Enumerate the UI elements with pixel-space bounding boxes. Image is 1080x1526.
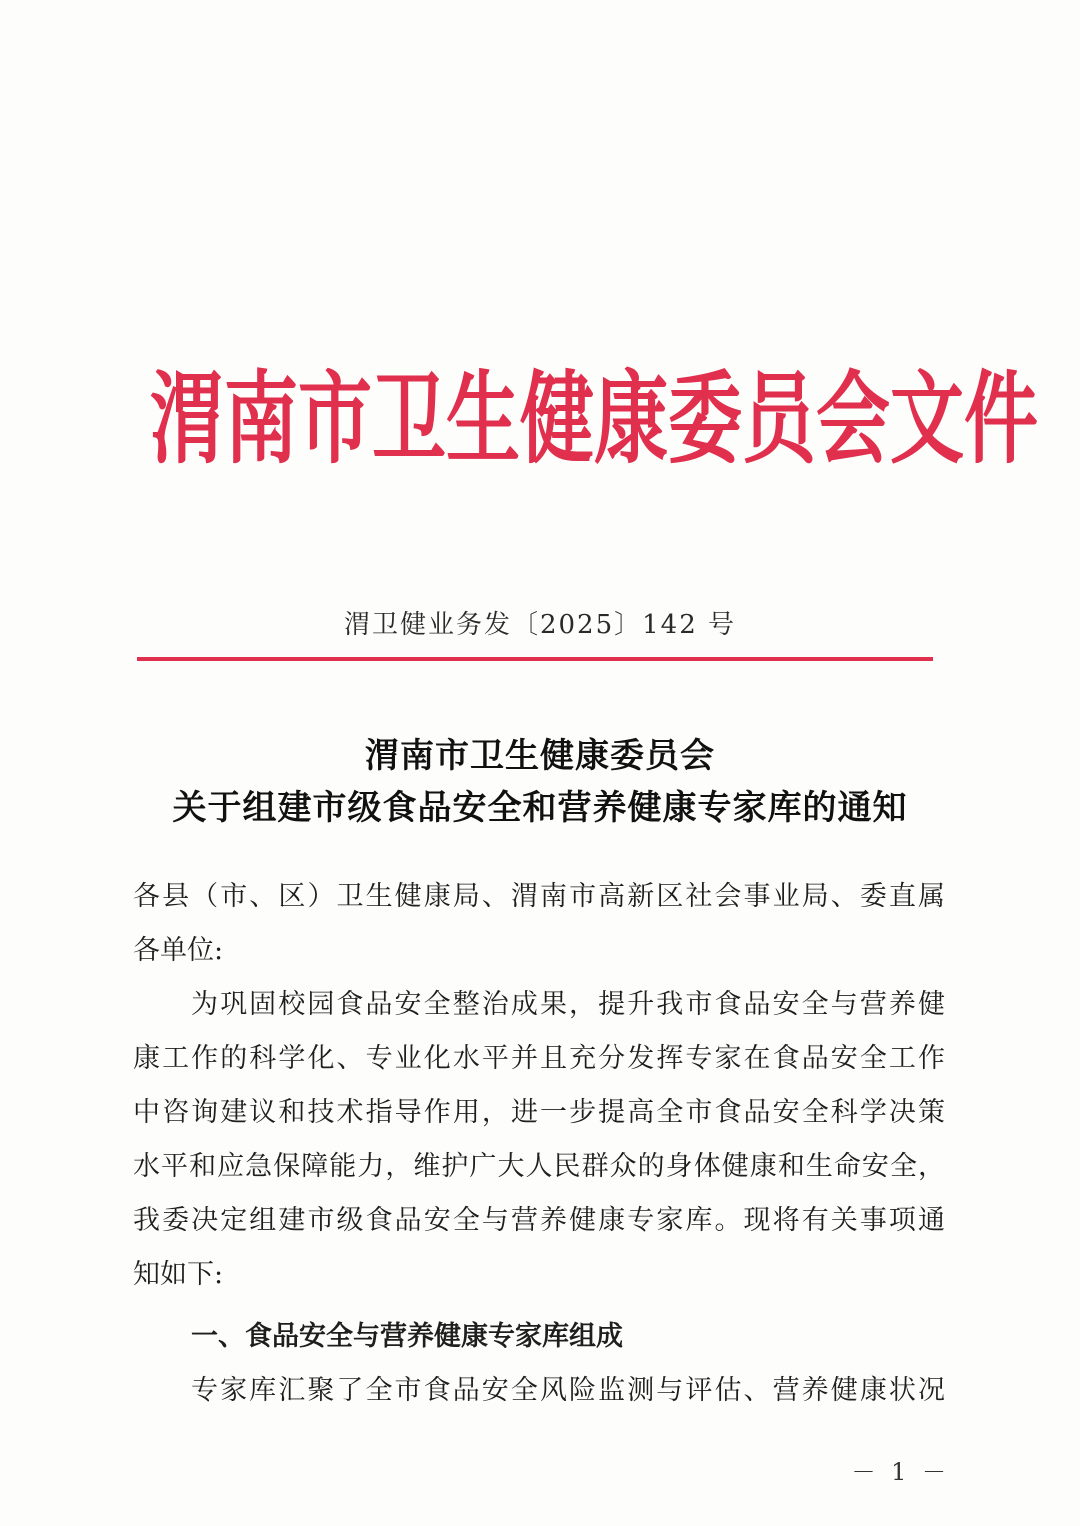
addressee-line: 各县（市、区）卫生健康局、渭南市高新区社会事业局、委直属: [133, 881, 945, 912]
section-1: [133, 1310, 945, 1418]
paragraph-line: 知如下:: [133, 1259, 224, 1290]
masthead-char: 件: [964, 361, 1038, 479]
addressee-block: [133, 870, 945, 978]
paragraph-line: 康工作的科学化、专业化水平并且充分发挥专家在食品安全工作: [133, 1043, 945, 1074]
title-line-1: 渭南市卫生健康委员会: [365, 736, 715, 776]
masthead-char: 卫: [372, 361, 446, 479]
masthead-char: 生: [446, 361, 520, 479]
section-heading: 一、食品安全与营养健康专家库组成: [191, 1321, 623, 1352]
paragraph-line: 我委决定组建市级食品安全与营养健康专家库。现将有关事项通: [133, 1205, 945, 1236]
paragraph-line: 专家库汇聚了全市食品安全风险监测与评估、营养健康状况: [191, 1375, 945, 1406]
masthead-char: 员: [742, 361, 816, 479]
paragraph-line: 为巩固校园食品安全整治成果，提升我市食品安全与营养健: [191, 989, 945, 1020]
red-divider-line: [137, 657, 933, 661]
masthead-char: 会: [816, 361, 890, 479]
masthead-char: 健: [520, 361, 594, 479]
document-masthead: [150, 350, 1038, 490]
page-number: － 1 －: [851, 1458, 950, 1486]
masthead-char: 文: [890, 361, 964, 479]
addressee-line: 各单位:: [133, 935, 224, 966]
paragraph-1: [133, 978, 945, 1302]
title-line-2: 关于组建市级食品安全和营养健康专家库的通知: [172, 788, 908, 828]
masthead-char: 市: [298, 361, 372, 479]
paragraph-line: 水平和应急保障能力，维护广大人民群众的身体健康和生命安全，: [133, 1151, 945, 1182]
masthead-char: 委: [668, 361, 742, 479]
masthead-char: 渭: [150, 361, 224, 479]
document-number: 渭卫健业务发〔2025〕142 号: [343, 610, 737, 640]
masthead-char: 康: [594, 361, 668, 479]
masthead-char: 南: [224, 361, 298, 479]
paragraph-line: 中咨询建议和技术指导作用，进一步提高全市食品安全科学决策: [133, 1097, 945, 1128]
